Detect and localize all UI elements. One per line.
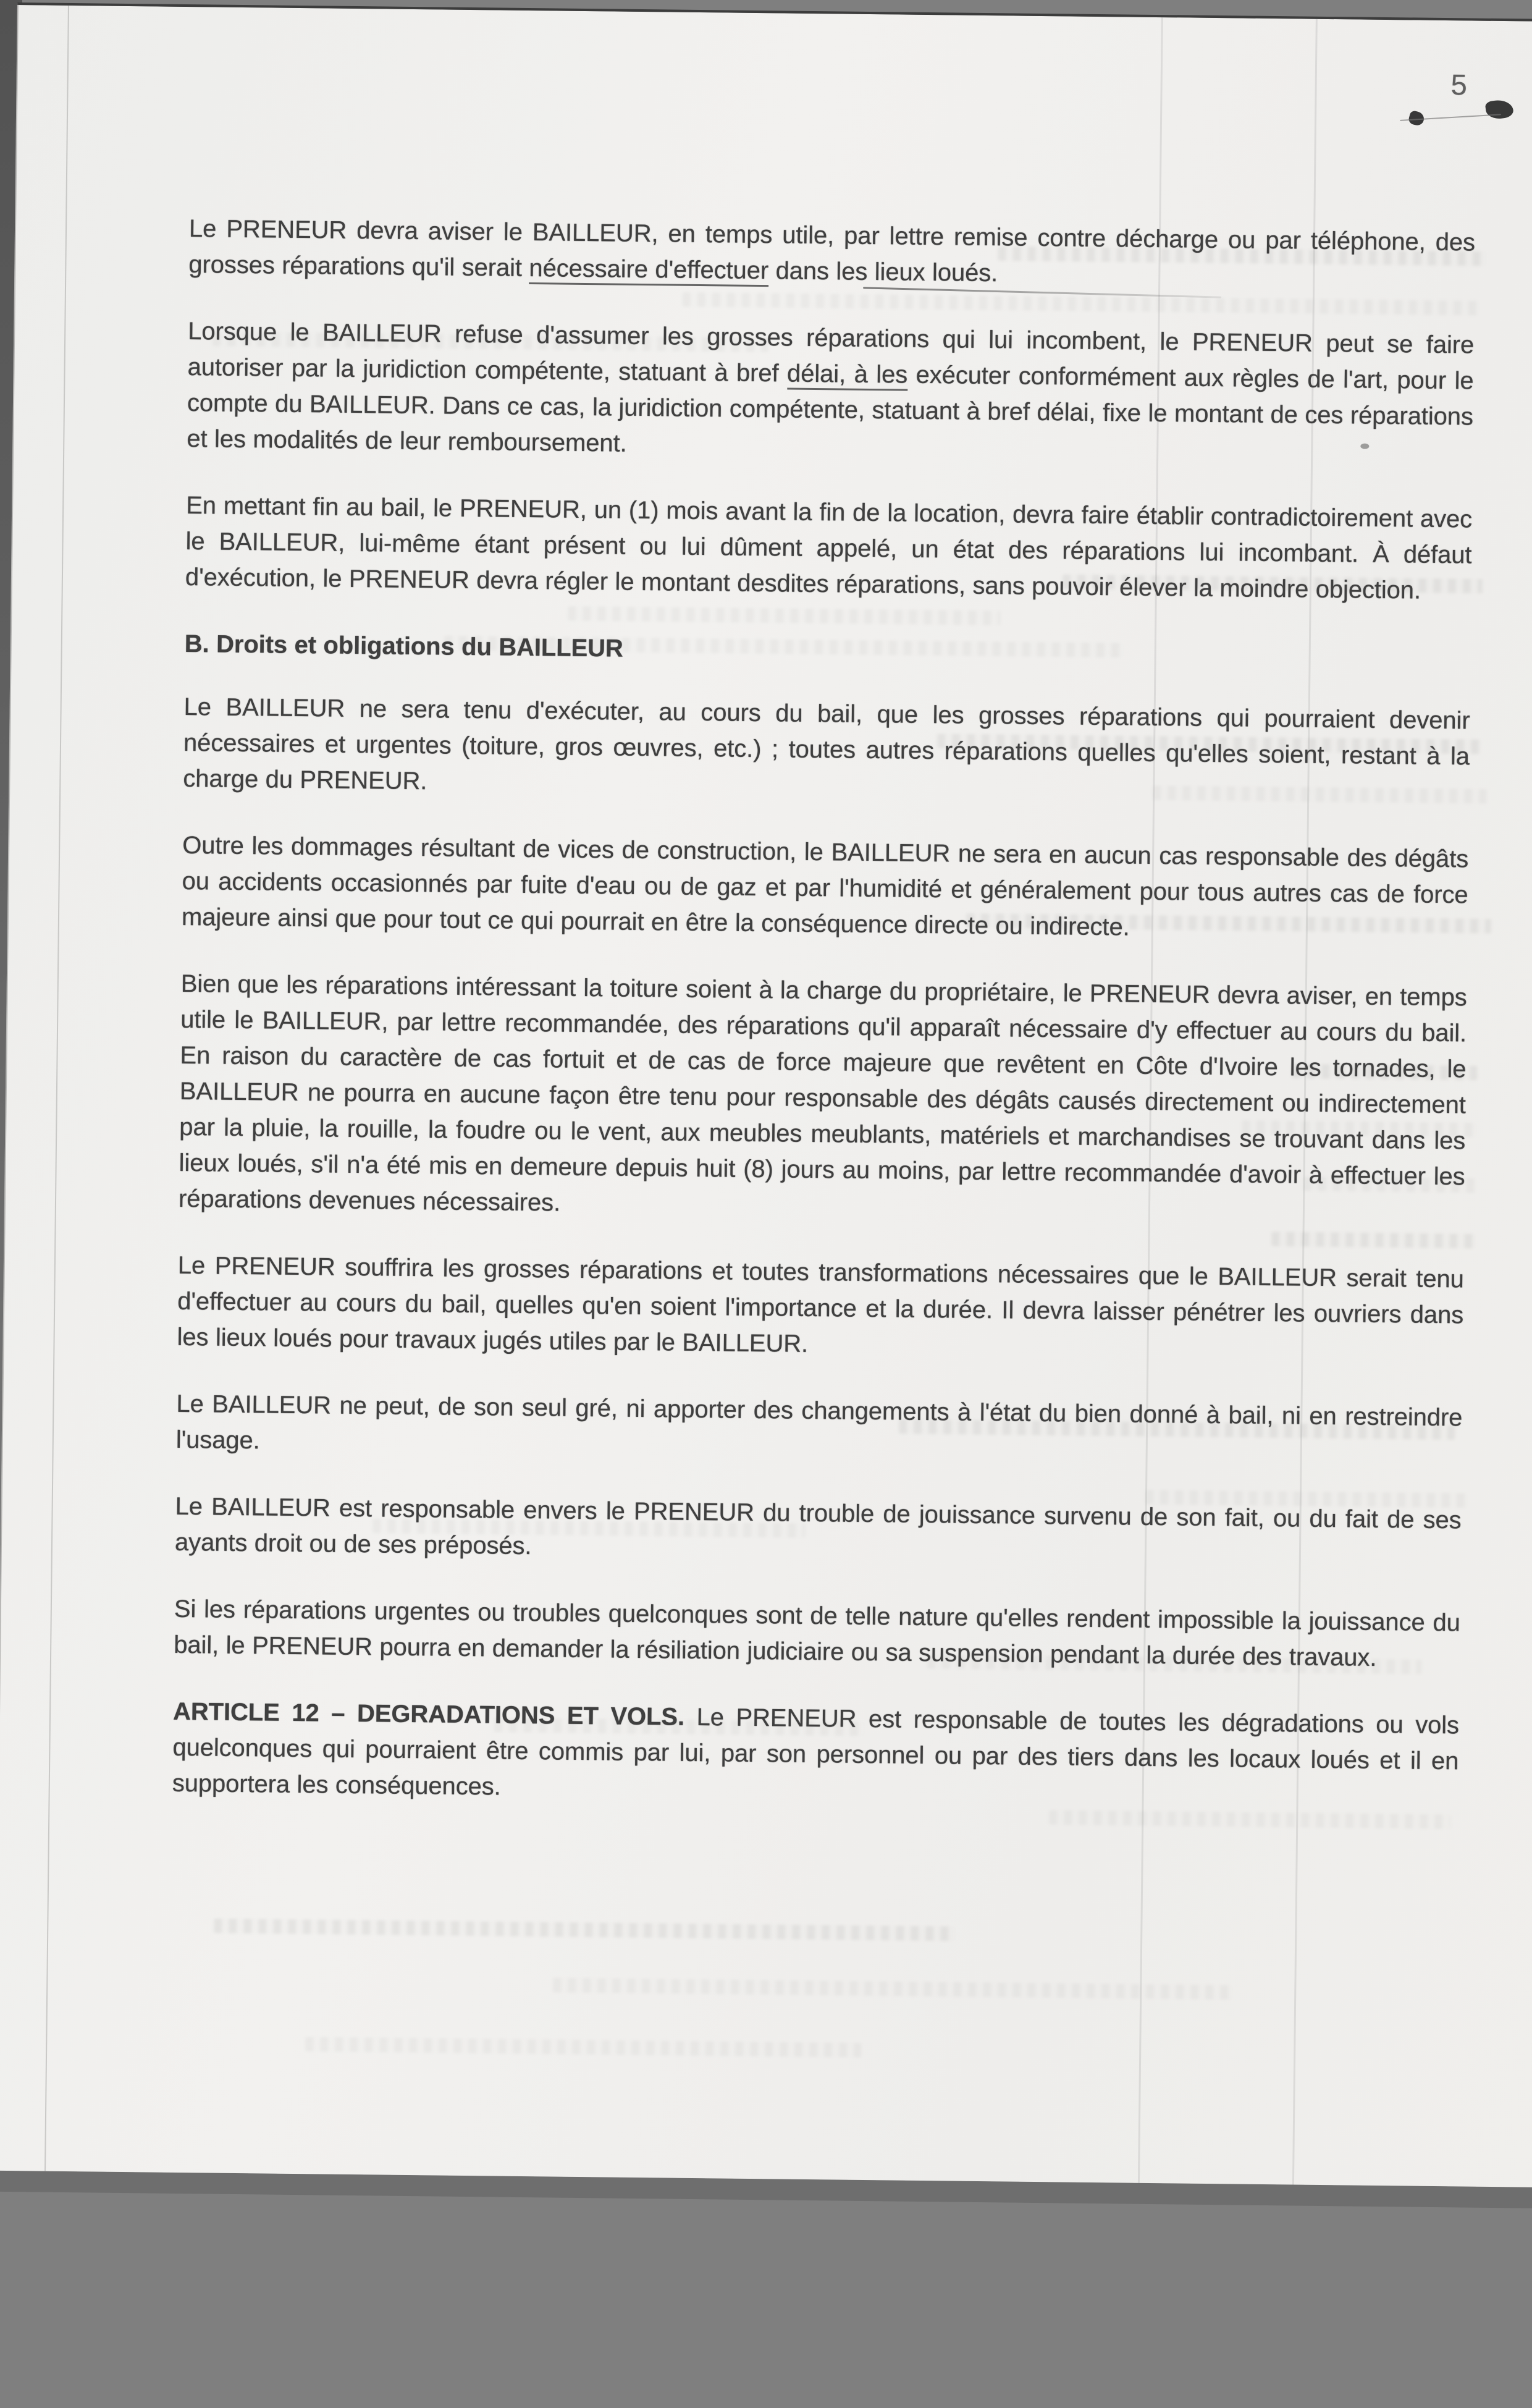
paragraph-text: Outre les dommages résultant de vices de construction, le BAILLEUR ne sera en aucun cas responsable des dégâts ou accidents occasionnés par fuite d'eau ou de gaz et par l'humidité et généralement pour tous autres cas de force majeure ainsi que pour tout ce qui pourrait en être la conséquence directe ou indirecte.: [181, 831, 1469, 941]
paragraph-text: Le BAILLEUR ne peut, de son seul gré, ni apporter des changements à l'état du bien donné à bail, ni en restreindre l'usage.: [175, 1390, 1463, 1455]
paragraph-text: Si les réparations urgentes ou troubles quelconques sont de telle nature qu'elles rendent impossible la jouissance du bail, le PRENEUR pourra en demander la résiliation judiciaire ou sa suspension pendant la durée des travaux.: [174, 1595, 1460, 1671]
paragraph: [174, 1591, 1460, 1677]
bleedthrough-smudge: [553, 1978, 1232, 2000]
paragraph: [176, 1386, 1463, 1472]
paragraph-article-12: [172, 1694, 1460, 1815]
pen-underlined-phrase: nécessaire d'effectuer: [529, 255, 768, 287]
paragraph-text: exécuter conformément aux règles de l'art, pour le compte du BAILLEUR. Dans ce cas, la juridiction compétente, statuant à bref délai, fixe le montant de ces réparations et les modalités de leur remboursement.: [187, 361, 1474, 457]
paragraph-text: Le PRENEUR est responsable de toutes les dégradations ou vols quelconques qui pourraient être commis par lui, par son personnel ou par des tiers dans les locaux loués et il en supportera les conséquences.: [172, 1703, 1460, 1801]
paragraph: [177, 1248, 1464, 1369]
ink-speck: [1485, 98, 1514, 120]
paragraph: [175, 1489, 1462, 1574]
paragraph-text: dans les lieux loués.: [768, 257, 998, 287]
paragraph: [179, 966, 1467, 1231]
paragraph: [183, 689, 1470, 811]
paragraph: [188, 211, 1475, 297]
paragraph-text: Bien que les réparations intéressant la toiture soient à la charge du propriétaire, le PRENEUR devra aviser, en temps utile le BAILLEUR, par lettre recommandée, des réparations qu'il apparaît nécessaire d'y effectuer au cours du bail. En raison du caractère de cas fortuit et de cas de force majeure que revêtent en Côte d'Ivoire les tornades, le BAILLEUR ne pourra en aucune façon être tenu pour responsable des dégâts causés directement ou indirectement par la pluie, la rouille, la foudre ou le vent, aux meubles meublants, matériels et marchandises se trouvant dans les lieux loués, s'il n'a été mis en demeure depuis huit (8) jours au moins, par lettre recommandée d'avoir à effectuer les réparations devenues nécessaires.: [178, 970, 1467, 1217]
paragraph-text: Le BAILLEUR ne sera tenu d'exécuter, au cours du bail, que les grosses réparations qui pourraient devenir nécessaires et urgentes (toiture, gros œuvres, etc.) ; toutes autres réparations quelles qu'elles soient, restant à la charge du PRENEUR.: [183, 693, 1470, 795]
article-12-title: ARTICLE 12 – DEGRADATIONS ET VOLS.: [172, 1697, 685, 1731]
paragraph: [185, 488, 1473, 609]
bleedthrough-smudge: [305, 2037, 861, 2058]
paragraph: [182, 827, 1469, 949]
paragraph: [187, 313, 1474, 471]
document-page: [0, 2, 1532, 2187]
pen-underlined-phrase: délai, à les: [787, 360, 908, 391]
paragraph-text: Le PRENEUR souffrira les grosses réparations et toutes transformations nécessaires que le BAILLEUR serait tenu d'effectuer au cours du bail, quelles qu'en soient l'importance et la durée. Il devra laisser pénétrer les ouvriers dans les lieux loués pour travaux jugés utiles par le BAILLEUR.: [177, 1251, 1465, 1358]
bleedthrough-smudge: [214, 1919, 955, 1941]
paragraph-text: Le BAILLEUR est responsable envers le PRENEUR du trouble de jouissance survenu de son fait, ou du fait de ses ayants droit ou de ses préposés.: [174, 1492, 1462, 1560]
paragraph-text: Le PRENEUR devra aviser le BAILLEUR, en temps utile, par lettre remise contre décharge ou par téléphone, des grosses réparations qu'il serait: [188, 215, 1476, 282]
paragraph-text: En mettant fin au bail, le PRENEUR, un (1) mois avant la fin de la location, devra faire établir contradictoirement avec le BAILLEUR, lui-même étant présent ou lui dûment appelé, un état des réparations lui incombant. À défaut d'exécution, le PRENEUR devra régler le montant desdites réparations, sans pouvoir élever la moindre objection.: [185, 492, 1473, 604]
page-number: 5: [1450, 68, 1468, 101]
section-heading: B. Droits et obligations du BAILLEUR: [184, 630, 623, 662]
paragraph-text: Lorsque le BAILLEUR refuse d'assumer les grosses réparations qui lui incombent, le PRENEUR peut se faire autoriser par la juridiction compétente, statuant à bref: [187, 318, 1475, 387]
paper-crease-line: [44, 6, 69, 2171]
document-text: [172, 211, 1476, 1815]
